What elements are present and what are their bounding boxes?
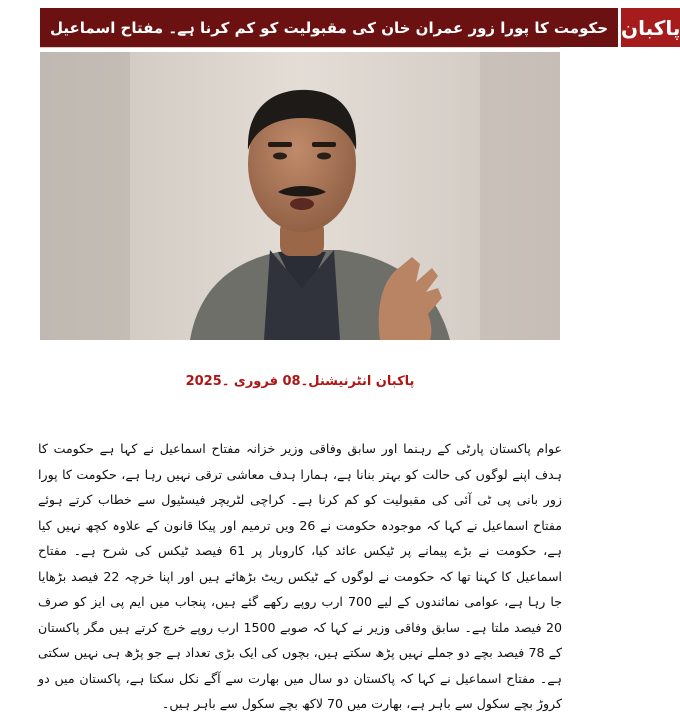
person-photo-icon (40, 52, 560, 340)
article-photo (40, 52, 560, 340)
site-logo[interactable]: پاکبان (618, 8, 680, 47)
headline[interactable]: حکومت کا پورا زور عمران خان کی مقبولیت کو کم کرنا ہے۔ مفتاح اسماعیل (40, 8, 618, 47)
article-body: عوام پاکستان پارٹی کے رہنما اور سابق وفاقی وزیر خزانہ مفتاح اسماعیل نے کہا ہے حکومت کا ہدف اپنے لوگوں کی حالت کو بہتر بنانا ہے، ہمارا ہدف معاشی ترقی نہیں رہا ہے، حکومت کا پورا زور بانی پی ٹی آئی کی مقبولیت کو کم کرنا ہے۔ کراچی لٹریچر فیسٹیول سے خطاب کرتے ہوئے مفتاح اسماعیل نے کہا کہ موجودہ حکومت نے 26 ویں ترمیم اور پیکا قانون کے علاوہ کچھ نہیں کیا ہے، حکومت نے بڑے پیمانے پر ٹیکس عائد کیا، کاروبار پر 61 فیصد ٹیکس کی شرح ہے۔ مفتاح اسماعیل کا کہنا تھا کہ حکومت نے لوگوں کے ٹیکس ریٹ بڑھائے ہیں اور اپنا خرچہ 22 فیصد بڑھایا جا رہا ہے، عوامی نمائندوں کے لیے 700 ارب روپے رکھے گئے ہیں، پنجاب میں ایم پی ایز کو صرف 20 فیصد ملتا ہے۔ سابق وفاقی وزیر نے کہا کہ صوبے 1500 ارب روپے خرچ کرتے ہیں مگر پاکستان کے 78 فیصد بچے دو جملے نہیں پڑھ سکتے ہیں، بچوں کی ایک بڑی تعداد ہے جو پڑھ ہی نہیں سکتی ہے۔ مفتاح اسماعیل نے کہا کہ پاکستان دو سال میں بھارت سے آگے نکل سکتا ہے، پاکستان میں دو کروڑ بچے سکول سے باہر ہے، بھارت میں 70 لاکھ بچے سکول سے باہر ہیں۔ (38, 441, 563, 711)
header (40, 8, 680, 48)
dateline: پاکبان انٹرنیشنل۔08 فروری ۔2025 (185, 374, 415, 389)
